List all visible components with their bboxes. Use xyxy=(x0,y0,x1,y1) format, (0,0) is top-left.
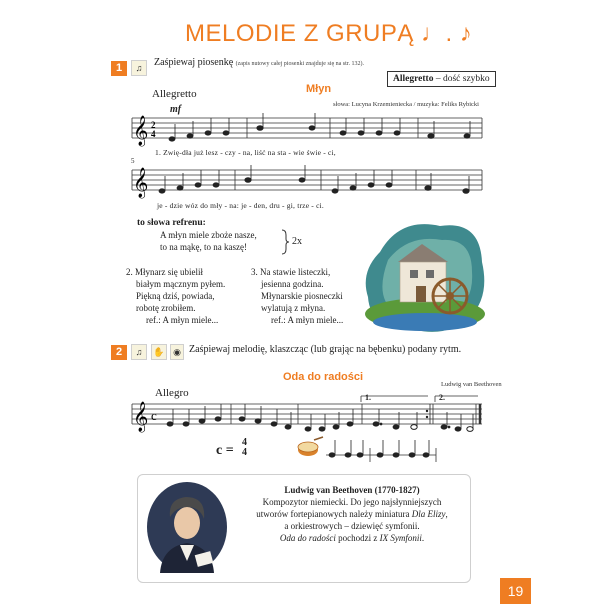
tempo-box-meaning: – dość szybko xyxy=(433,74,490,84)
tempo-marking: Allegro xyxy=(155,387,189,399)
meter-equivalence xyxy=(216,443,234,459)
song-title: Oda do radości xyxy=(283,371,364,383)
treble-clef: 𝄞 xyxy=(133,116,149,145)
composer-credit: Ludwig van Beethoven xyxy=(441,381,502,388)
verse-line: 3. Na stawie listeczki, xyxy=(251,267,331,277)
verse-line: ref.: A młyn miele... xyxy=(146,315,219,325)
verse-line: jesienna godzina. xyxy=(261,279,324,289)
drum-icon xyxy=(296,436,326,458)
work-title-oda: Oda do radości xyxy=(279,533,336,543)
instruction-note: (zapis nutowy całej piosenki znajduje się na str. 132). xyxy=(235,61,364,67)
work-title-ix-symfonia: IX Symfonii xyxy=(379,533,422,543)
composer-name: Ludwig van Beethoven (1770-1827) xyxy=(284,485,420,495)
rhythm-line xyxy=(326,436,441,462)
page-number: 19 xyxy=(500,578,531,604)
staff-3 xyxy=(128,394,488,434)
verse-line: białym mącznym pyłem. xyxy=(136,279,226,289)
verse-3 xyxy=(251,266,343,326)
exercise-instruction xyxy=(154,57,364,68)
dotted-quarter-note-icon: ♩. xyxy=(421,20,453,47)
svg-text:𝄞: 𝄞 xyxy=(133,402,149,431)
watermill-illustration xyxy=(360,212,490,342)
bio-line: Kompozytor niemiecki. Do jego najsłynniejszych xyxy=(262,497,442,507)
refrain-line: A młyn miele zboże nasze, xyxy=(160,230,257,240)
lyrics-line-1: 1. Zwię-dła już lesz - czy - na, liść na sta - wie świe - ci, xyxy=(155,148,336,157)
tempo-marking: Allegretto xyxy=(152,88,197,100)
verse-line: robotę zrobiłem. xyxy=(136,303,196,313)
exercise-number: 2 xyxy=(111,345,127,360)
page-title-text: MELODIE Z GRUPĄ xyxy=(185,20,414,47)
beethoven-portrait xyxy=(146,481,228,573)
tempo-description-box xyxy=(387,71,496,87)
page-title xyxy=(185,20,472,48)
staff-2 xyxy=(128,164,488,200)
verse-line: wylatują z młyna. xyxy=(261,303,326,313)
sing-icon: ♫ xyxy=(131,60,147,76)
time-signature-numerator: 4 xyxy=(242,437,247,448)
tempo-box-term: Allegretto xyxy=(393,74,434,84)
verse-line: 2. Młynarz się ubielił xyxy=(126,267,203,277)
bio-line: a orkiestrowych – dziewięć symfonii. xyxy=(284,521,420,531)
time-signature: 2 xyxy=(151,120,156,130)
verse-line: Piękną dziś, powiada, xyxy=(136,291,215,301)
bio-line: utworów fortepianowych należy miniatura Dla Elizy, xyxy=(256,509,448,519)
common-time: c xyxy=(151,408,157,423)
instruction-text: Zaśpiewaj piosenkę xyxy=(154,57,234,68)
exercise-instruction: Zaśpiewaj melodię, klaszcząc (lub grając na bębenku) podany rytm. xyxy=(189,344,462,355)
work-title-dla-elizy: Dla Elizy xyxy=(411,509,446,519)
staff-1 xyxy=(128,112,488,148)
volta-1-label: 1. xyxy=(365,393,371,402)
eighth-note-icon: ♪ xyxy=(459,20,473,47)
svg-text:4: 4 xyxy=(151,129,156,139)
refrain-text xyxy=(160,229,257,253)
refrain-brace xyxy=(280,229,290,255)
composer-bio-text xyxy=(236,484,468,544)
exercise-number: 1 xyxy=(111,61,127,76)
song-credits: słowa: Lucyna Krzemieniecka / muzyka: Feliks Rybicki xyxy=(333,101,479,108)
bio-line: Oda do radości pochodzi z IX Symfonii. xyxy=(279,533,425,543)
song-title: Młyn xyxy=(306,83,332,95)
volta-2-label: 2. xyxy=(439,393,445,402)
dynamic-marking: mf xyxy=(170,104,182,115)
measure-number: 5 xyxy=(131,157,135,165)
refrain-line: to na mąkę, to na kaszę! xyxy=(160,242,247,252)
equals-sign: = xyxy=(225,443,234,458)
svg-text:𝄞: 𝄞 xyxy=(133,168,149,197)
verse-line: ref.: A młyn miele... xyxy=(271,315,344,325)
verse-2 xyxy=(126,266,225,326)
drum-icon: ◉ xyxy=(170,344,184,360)
sing-icon: ♫ xyxy=(131,344,147,360)
time-signature-denominator: 4 xyxy=(242,447,247,458)
verse-line: Młynarskie piosneczki xyxy=(261,291,343,301)
time-signature-fraction xyxy=(242,438,247,458)
common-time-symbol: c xyxy=(216,443,223,458)
refrain-label: to słowa refrenu: xyxy=(137,218,206,228)
lyrics-line-2: je - dzie wóz do mły - na: je - den, dru - gi, trze - ci. xyxy=(157,201,324,210)
clap-icon: ✋ xyxy=(151,344,167,360)
repeat-count: 2x xyxy=(292,236,302,247)
